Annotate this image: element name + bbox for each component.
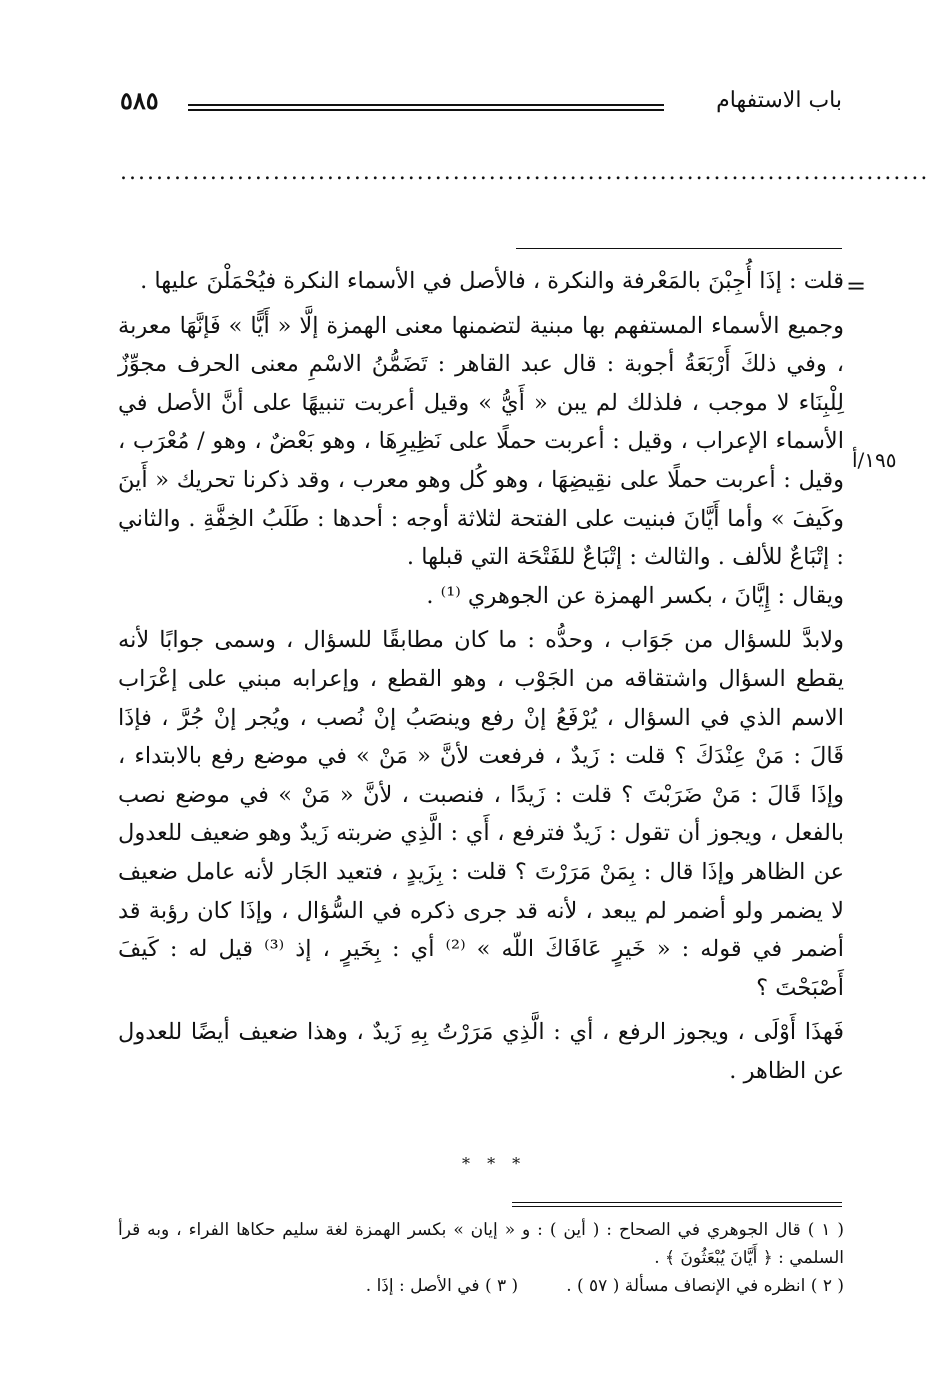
footnote-3: ( ٣ ) في الأصل : إذَا . (365, 1276, 519, 1296)
page-number: ٥٨٥ (120, 86, 159, 115)
footnote-row (118, 1272, 844, 1300)
paragraph-3: ويقال : إِيَّانَ ، بكسر الهمزة عن الجوهري ⁽¹⁾ . (426, 582, 844, 609)
footnotes (118, 1216, 844, 1300)
page-header (120, 86, 842, 126)
paragraph-4: ولابدَّ للسؤال من جَوَاب ، وحدُّه : ما كان مطابقًا للسؤال ، وسمى جوابًا لأنه يقطع السؤال واشتقاقه من الجَوْب ، وهو القطع ، وإعرابه مبني على إعْرَاب الاسم الذي في السؤال ، يُرْفَعُ إنْ رفع وينصَبُ إنْ نُصب ، ويُجر إنْ جُرَّ ، فإذَا قَالَ : مَنْ عِنْدَكَ ؟ قلت : زَيدٌ ، فرفعت لأنَّ « مَنْ » في موضع رفع بالابتداء ، وإذَا قَالَ : مَنْ ضَرَبْتَ ؟ قلت : زَيدًا ، فنصبت ، لأنَّ « مَنْ » في موضع نصب بالفعل ، ويجوز أن تقول : زَيدٌ فترفع ، أَي : الَّذِي ضربته زَيدٌ وهو ضعيف للعدول عن الظاهر وإذَا قال : بِمَنْ مَرَرْتَ ؟ قلت : بِزَيدٍ ، فتعيد الجَار لأنه عامل ضعيف لا يضمر ولو أضمر لم يبعد ، لأنه قد جرى ذكره في السُّؤال ، وإذَا كان رؤبة قد أضمر في قوله : « خَيرٍ عَافَاكَ اللّه » ⁽²⁾ أي : بِخَيرٍ ، إذ ⁽³⁾ قيل له : كَيفَ أَصْبَحْتَ ؟ (118, 627, 844, 1001)
main-text (118, 262, 844, 1090)
section-separator: * * * (462, 1154, 527, 1173)
paragraph-1: قلت : إذَا أُجِبْنَ بالمَعْرفة والنكرة ، فالأصل في الأسماء النكرة فيُحْمَلْنَ عليها . (140, 268, 844, 294)
continuation-rule (516, 248, 842, 249)
dotted-separator: .......................................................................................... (120, 160, 930, 185)
footnote-rule (512, 1202, 842, 1207)
continuation-mark: = (846, 272, 867, 300)
paragraph-2: وجميع الأسماء المستفهم بها مبنية لتضمنها معنى الهمزة إلَّا « أَيًّا » فَإنَّهَا معربة ، وفي ذلكَ أَرْبَعَةُ أجوبة : قال عبد القاهر : تَضَمُّنُ الاسْمِ معنى الحرف مجوِّزٌ لِلْبِنَاء لا موجب ، فلذلك لم يبن « أَيُّ » وقيل أعربت تنبيهًا على أنَّ الأصل في الأسماء الإعراب ، وقيل : أعربت حملًا على نَظِيرِهَا ، وهو بَعْضٌ ، وهو / مُعْرَب ، وقيل : أعربت حملًا على نقِيضِهَا ، وهو كُل وهو معرب ، وقد ذكرنا تحريك « أَينَ وكَيفَ » وأما أَيَّانَ فبنيت على الفتحة لثلاثة أوجه : أحدها : طَلَبُ الخِفَّةِ . والثاني : إتْبَاعٌ للألف . والثالث : إتْبَاعٌ للفَتْحَة التي قبلها . (118, 312, 844, 571)
running-title: باب الاستفهام (716, 88, 842, 113)
footnote-1: ( ١ ) قال الجوهري في الصحاح : ( أين ) : و « إيان » بكسر الهمزة لغة سليم حكاها الفراء ، وبه قرأ السلمي : ﴿ أَيَّانَ يُبْعَثُونَ ﴾ . (118, 1220, 844, 1268)
header-rule (188, 104, 664, 111)
footnote-2: ( ٢ ) انظره في الإنصاف مسألة ( ٥٧ ) . (566, 1276, 844, 1296)
paragraph-5: فَهذَا أَوْلَى ، ويجوز الرفع ، أي : الَّذِي مَرَرْتُ بِهِ زَيدٌ ، وهذا ضعيف أيضًا للعدول عن الظاهر . (118, 1019, 844, 1084)
folio-margin-note: ١٩٥/أ (852, 448, 897, 472)
